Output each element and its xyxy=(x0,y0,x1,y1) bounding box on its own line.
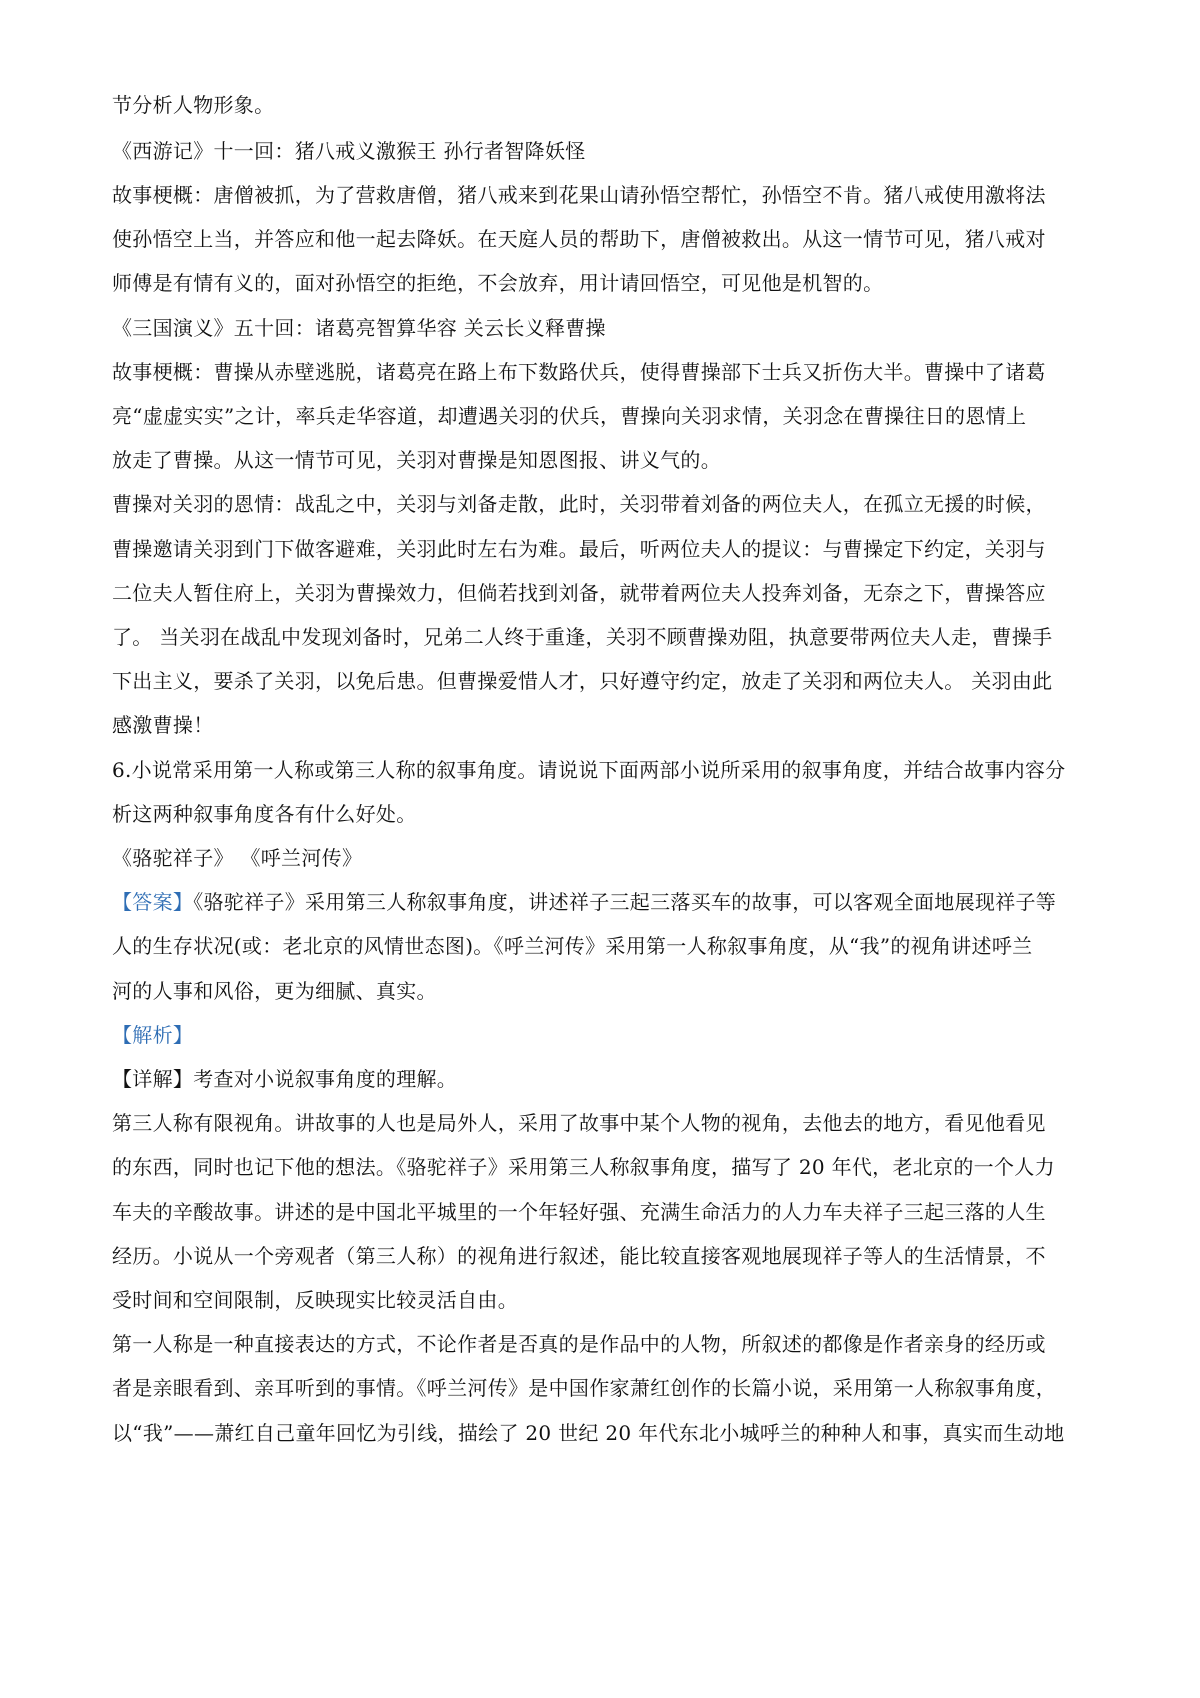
text-line: 受时间和空间限制，反映现实比较灵活自由。 xyxy=(112,1288,518,1312)
text-line: 下出主义，要杀了关羽，以免后患。但曹操爱惜人才，只好遵守约定，放走了关羽和两位夫人。 关羽由此 xyxy=(112,669,1053,693)
answer-label: 【答案】 xyxy=(112,890,194,914)
text-line: 经历。小说从一个旁观者（第三人称）的视角进行叙述，能比较直接客观地展现祥子等人的生活情景，不 xyxy=(112,1244,1046,1268)
text-line: 节分析人物形象。 xyxy=(112,93,275,117)
text-line: 使孙悟空上当，并答应和他一起去降妖。在天庭人员的帮助下，唐僧被救出。从这一情节可见，猪八戒对 xyxy=(112,227,1046,251)
text-line: 车夫的辛酸故事。讲述的是中国北平城里的一个年轻好强、充满生命活力的人力车夫祥子三起三落的人生 xyxy=(112,1200,1046,1224)
book-titles: 《骆驼祥子》 《呼兰河传》 xyxy=(112,846,363,870)
text-line: 曹操对关羽的恩情：战乱之中，关羽与刘备走散，此时，关羽带着刘备的两位夫人，在孤立无援的时候， xyxy=(112,492,1046,516)
text-line: 放走了曹操。从这一情节可见，关羽对曹操是知恩图报、讲义气的。 xyxy=(112,448,721,472)
detail-heading: 【详解】考查对小说叙事角度的理解。 xyxy=(112,1067,458,1091)
text-line: 河的人事和风俗，更为细腻、真实。 xyxy=(112,979,437,1003)
heading-sanguo: 《三国演义》五十回：诸葛亮智算华容 关云长义释曹操 xyxy=(112,316,606,340)
text-line: 第一人称是一种直接表达的方式，不论作者是否真的是作品中的人物，所叙述的都像是作者亲身的经历或 xyxy=(112,1332,1046,1356)
answer-text: 《骆驼祥子》采用第三人称叙事角度，讲述祥子三起三落买车的故事，可以客观全面地展现祥子等 xyxy=(193,890,1057,914)
text-line: 二位夫人暂住府上，关羽为曹操效力，但倘若找到刘备，就带着两位夫人投奔刘备，无奈之下，曹操答应 xyxy=(112,581,1046,605)
text-line: 故事梗概：曹操从赤壁逃脱，诸葛亮在路上布下数路伏兵，使得曹操部下士兵又折伤大半。曹操中了诸葛 xyxy=(112,360,1046,384)
text-line: 了。 当关羽在战乱中发现刘备时，兄弟二人终于重逢，关羽不顾曹操劝阻，执意要带两位夫人走，曹操手 xyxy=(112,625,1053,649)
analysis-label: 【解析】 xyxy=(112,1023,194,1047)
text-line: 第三人称有限视角。讲故事的人也是局外人，采用了故事中某个人物的视角，去他去的地方，看见他看见 xyxy=(112,1111,1046,1135)
text-line: 师傅是有情有义的，面对孙悟空的拒绝，不会放弃，用计请回悟空，可见他是机智的。 xyxy=(112,271,884,295)
text-line: 亮“虚虚实实”之计，率兵走华容道，却遭遇关羽的伏兵，曹操向关羽求情，关羽念在曹操往日的恩情上 xyxy=(112,404,1027,428)
text-line: 感激曹操！ xyxy=(112,713,214,737)
text-line: 故事梗概：唐僧被抓，为了营救唐僧，猪八戒来到花果山请孙悟空帮忙，孙悟空不肯。猪八戒使用激将法 xyxy=(112,183,1046,207)
text-line: 的东西，同时也记下他的想法。《骆驼祥子》采用第三人称叙事角度，描写了 20 年代，老北京的一个人力 xyxy=(112,1155,1055,1179)
text-line: 析这两种叙事角度各有什么好处。 xyxy=(112,802,417,826)
text-line: 曹操邀请关羽到门下做客避难，关羽此时左右为难。最后，听两位夫人的提议：与曹操定下约定，关羽与 xyxy=(112,537,1046,561)
text-line: 人的生存状况(或：老北京的风情世态图)。《呼兰河传》采用第一人称叙事角度，从“我”的视角讲述呼兰 xyxy=(112,934,1033,958)
question-6: 6.小说常采用第一人称或第三人称的叙事角度。请说说下面两部小说所采用的叙事角度，并结合故事内容分 xyxy=(112,758,1066,782)
text-line: 者是亲眼看到、亲耳听到的事情。《呼兰河传》是中国作家萧红创作的长篇小说，采用第一人称叙事角度， xyxy=(112,1376,1057,1400)
text-line: 以“我”——萧红自己童年回忆为引线，描绘了 20 世纪 20 年代东北小城呼兰的种种人和事，真实而生动地 xyxy=(112,1421,1065,1445)
heading-xiyouji: 《西游记》十一回：猪八戒义激猴王 孙行者智降妖怪 xyxy=(112,139,586,163)
answer-line xyxy=(112,887,1102,917)
